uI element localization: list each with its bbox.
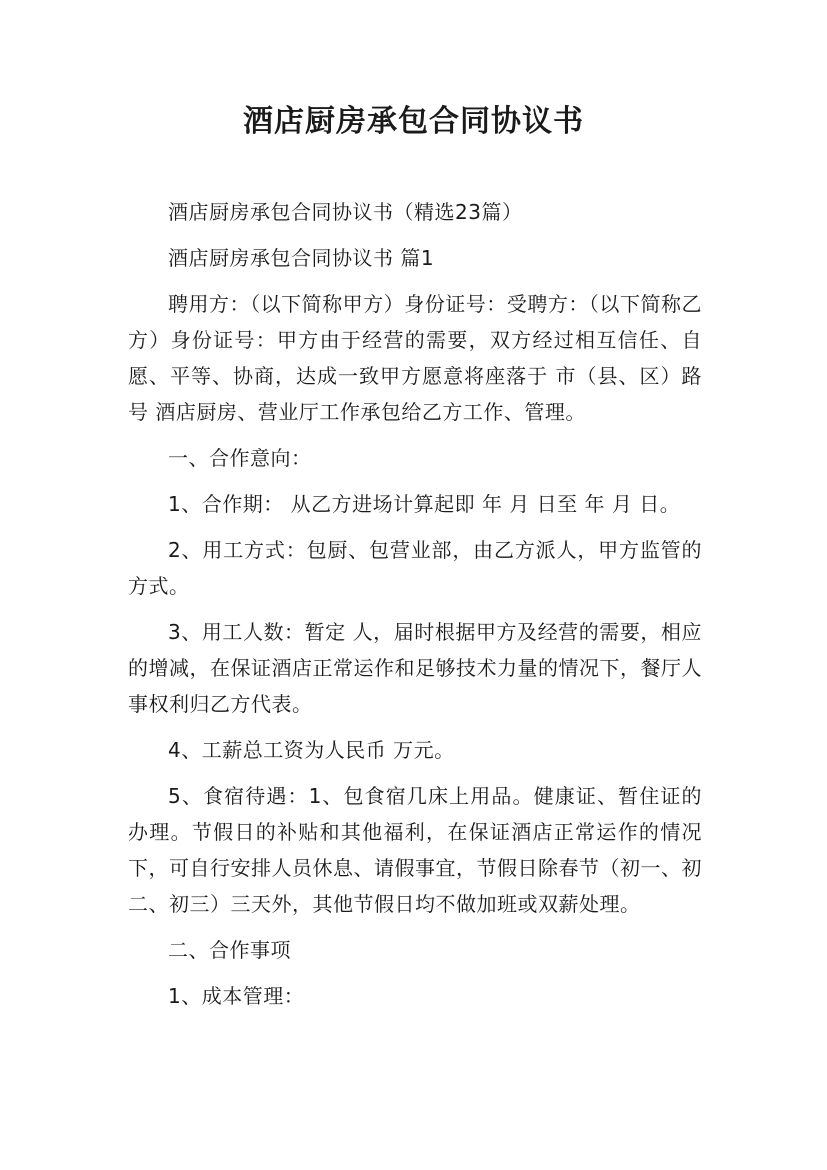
paragraph-heading-intent: 一、合作意向： <box>168 446 312 470</box>
paragraph-salary: 4、工薪总工资为人民币 万元。 <box>168 738 455 762</box>
paragraph-employment-method: 2、用工方式：包厨、包营业部，由乙方派人，甲方监管的方式。 <box>128 538 702 598</box>
document-body <box>128 194 702 1024</box>
document-title: 酒店厨房承包合同协议书 <box>243 104 584 139</box>
paragraph-staff-count: 3、用工人数：暂定 人，届时根据甲方及经营的需要，相应的增减，在保证酒店正常运作和足够技术力量的情况下，餐厅人事权利归乙方代表。 <box>128 620 702 716</box>
paragraph-parties: 聘用方：（以下简称甲方）身份证号：受聘方：（以下简称乙方）身份证号：甲方由于经营的需要，双方经过相互信任、自愿、平等、协商，达成一致甲方愿意将座落于 市（县、区）路号 酒店厨房、营业厅工作承包给乙方工作、管理。 <box>128 292 702 424</box>
paragraph-cost-management: 1、成本管理： <box>168 984 305 1008</box>
paragraph-board-lodging: 5、食宿待遇：1、包食宿几床上用品。健康证、暂住证的办理。节假日的补贴和其他福利，在保证酒店正常运作的情况下，可自行安排人员休息、请假事宜，节假日除春节（初一、初二、初三）三天外，其他节假日均不做加班或双薪处理。 <box>128 784 702 916</box>
paragraph-section-heading: 酒店厨房承包合同协议书 篇1 <box>168 246 435 270</box>
paragraph-heading-matters: 二、合作事项 <box>168 938 291 962</box>
paragraph-subtitle: 酒店厨房承包合同协议书（精选23篇） <box>168 200 523 224</box>
paragraph-term: 1、合作期： 从乙方进场计算起即 年 月 日至 年 月 日。 <box>168 492 681 516</box>
